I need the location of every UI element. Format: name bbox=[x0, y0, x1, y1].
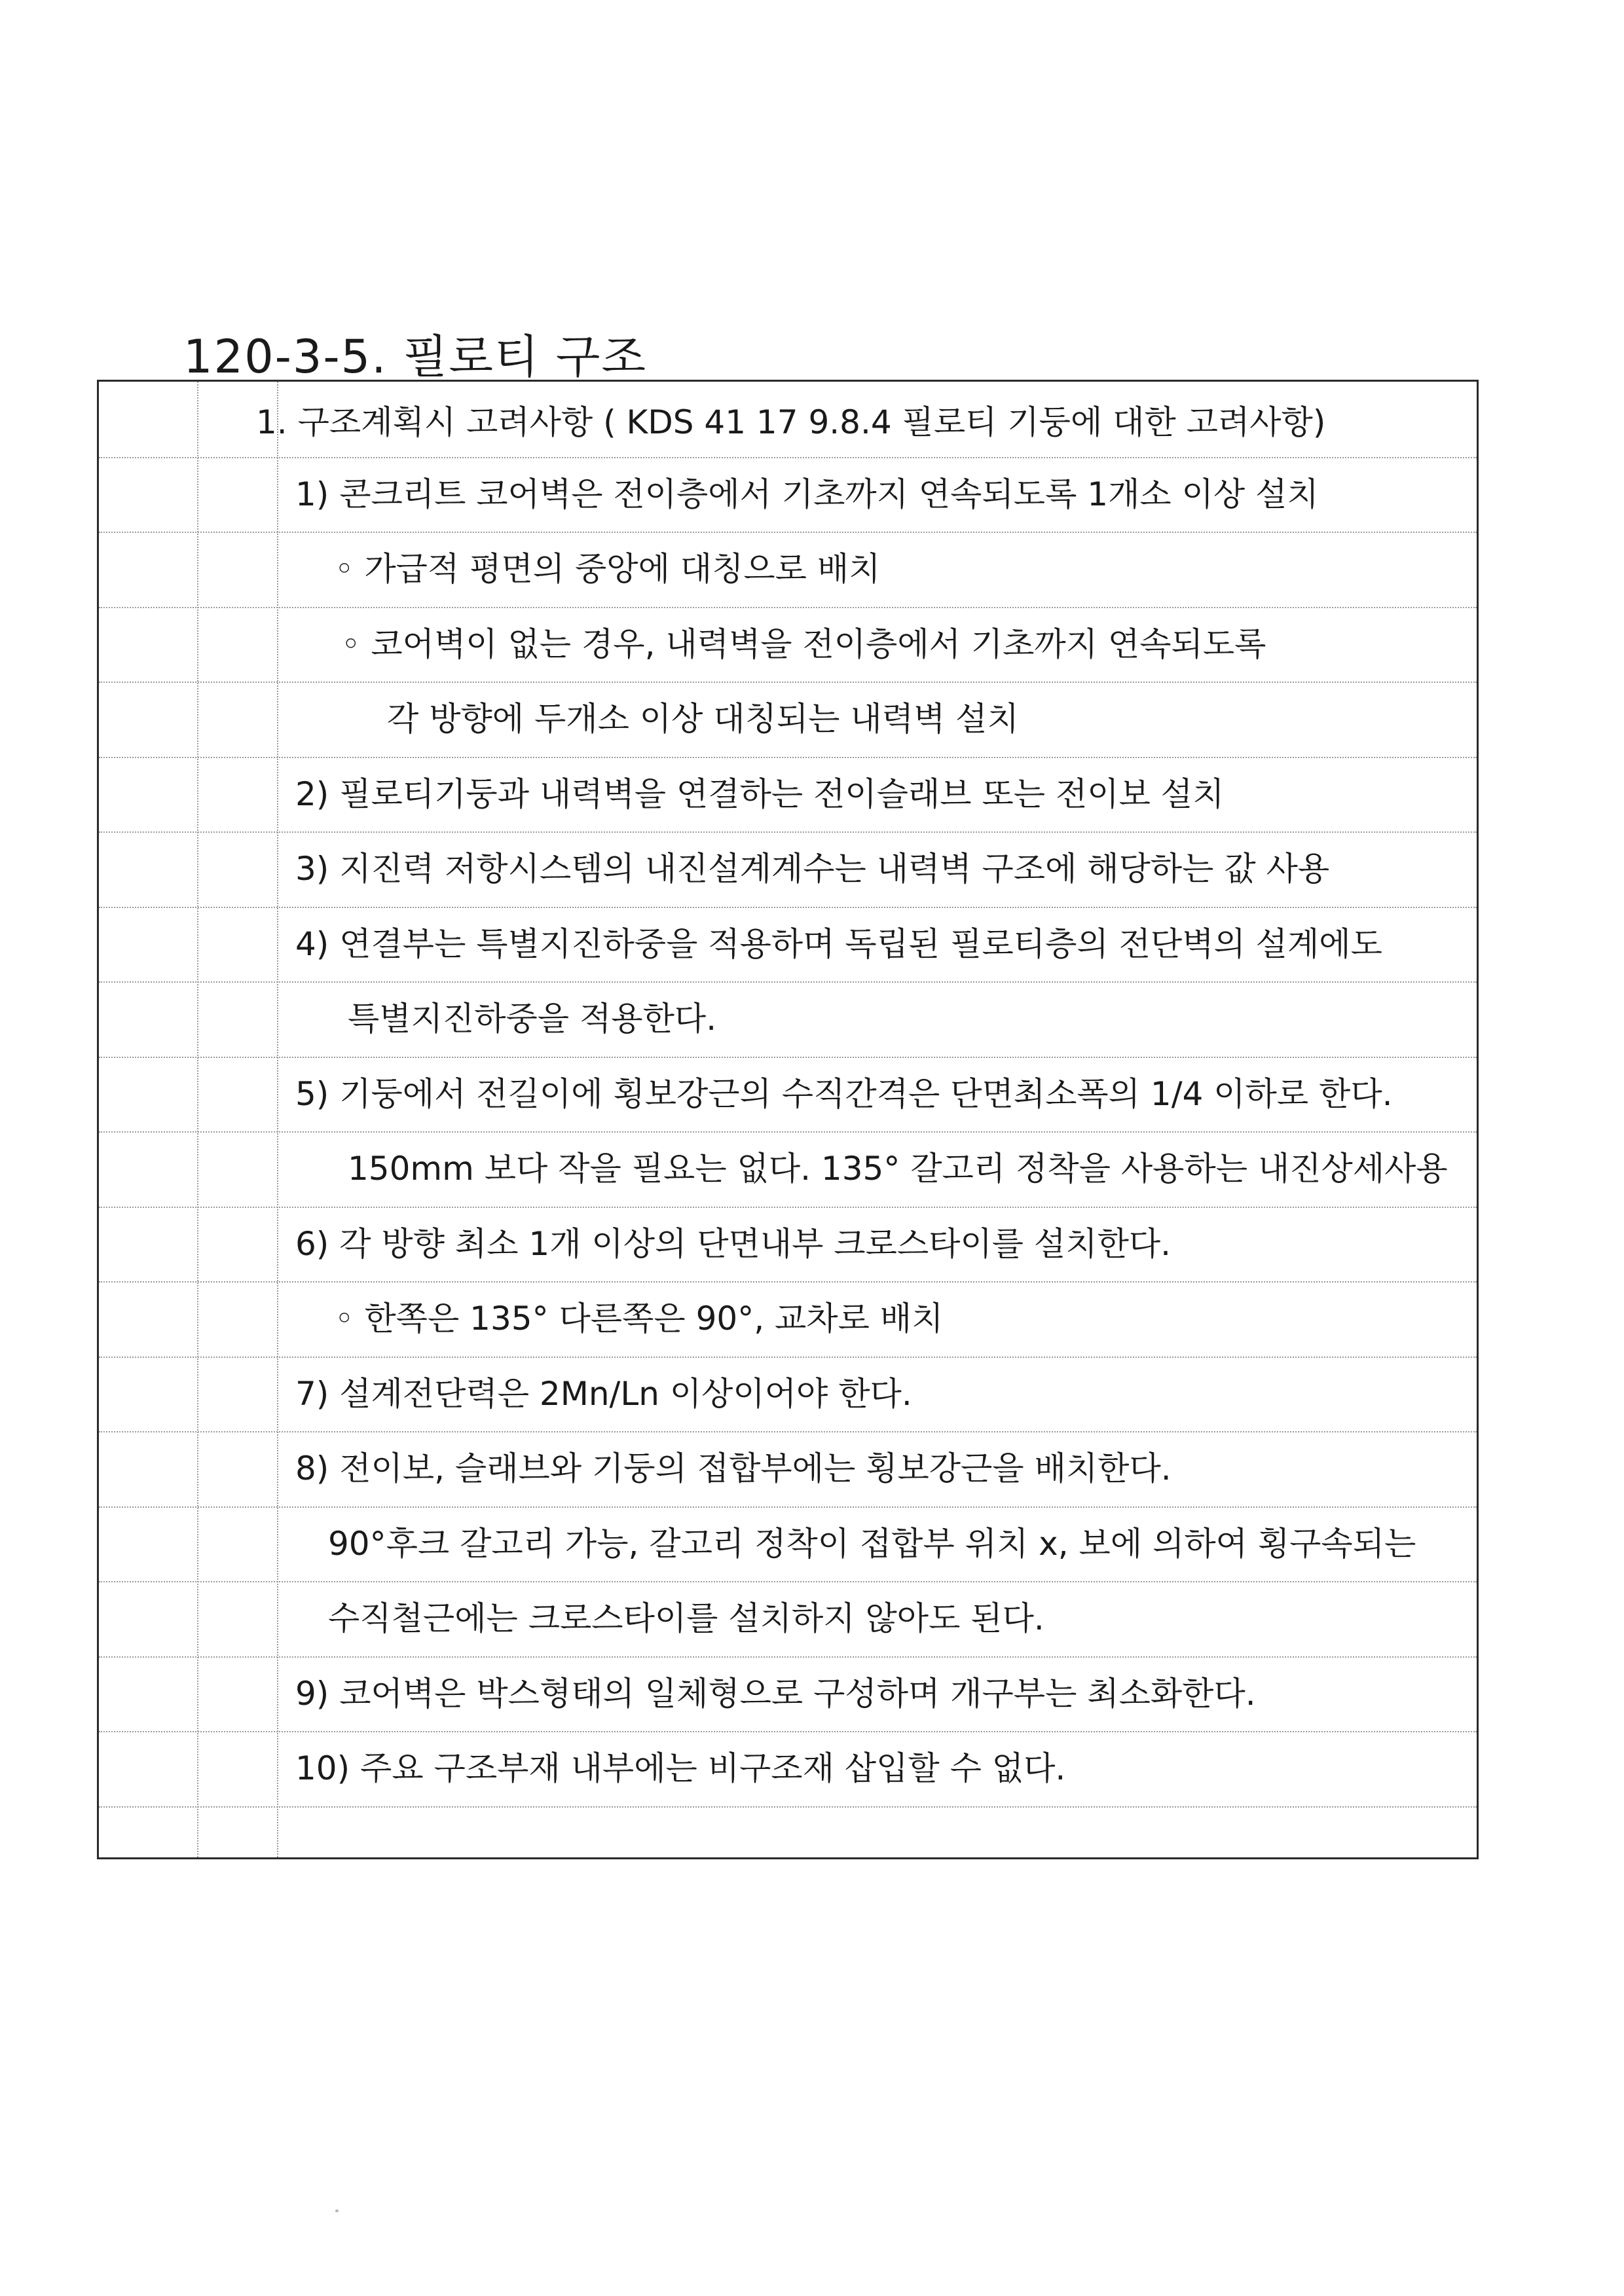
note-continuation: 수직철근에는 크로스타이를 설치하지 않아도 된다. bbox=[328, 1599, 1044, 1637]
note-item-8: 8) 전이보, 슬래브와 기둥의 접합부에는 횡보강근을 배치한다. bbox=[295, 1449, 1172, 1487]
section-heading: 1. 구조계획시 고려사항 ( KDS 41 17 9.8.4 필로티 기둥에 대한 고려사항) bbox=[256, 403, 1326, 441]
note-continuation: 특별지진하중을 적용한다. bbox=[348, 1000, 717, 1038]
note-item-2: 2) 필로티기둥과 내력벽을 연결하는 전이슬래브 또는 전이보 설치 bbox=[295, 775, 1225, 813]
note-item-7: 7) 설계전단력은 2Mn/Ln 이상이어야 한다. bbox=[295, 1375, 912, 1413]
note-bullet: ◦ 가급적 평면의 중앙에 대칭으로 배치 bbox=[335, 550, 881, 588]
note-bullet: ◦ 한쪽은 135° 다른쪽은 90°, 교차로 배치 bbox=[335, 1300, 944, 1338]
note-item-9: 9) 코어벽은 박스형태의 일체형으로 구성하며 개구부는 최소화한다. bbox=[295, 1675, 1256, 1713]
note-continuation: 150mm 보다 작을 필요는 없다. 135° 갈고리 정착을 사용하는 내진상세사용 bbox=[348, 1150, 1448, 1188]
note-item-3: 3) 지진력 저항시스템의 내진설계계수는 내력벽 구조에 해당하는 값 사용 bbox=[295, 850, 1330, 888]
scan-speck bbox=[335, 2210, 339, 2212]
note-item-4: 4) 연결부는 특별지진하중을 적용하며 독립된 필로티층의 전단벽의 설계에도 bbox=[295, 925, 1382, 963]
note-item-6: 6) 각 방향 최소 1개 이상의 단면내부 크로스타이를 설치한다. bbox=[295, 1225, 1172, 1263]
note-item-1: 1) 콘크리트 코어벽은 전이층에서 기초까지 연속되도록 1개소 이상 설치 bbox=[295, 475, 1319, 513]
note-continuation: 90°후크 갈고리 가능, 갈고리 정착이 접합부 위치 x, 보에 의하여 횡구속되는 bbox=[328, 1525, 1416, 1563]
note-item-5: 5) 기둥에서 전길이에 횡보강근의 수직간격은 단면최소폭의 1/4 이하로 한다. bbox=[295, 1075, 1393, 1113]
note-continuation: 각 방향에 두개소 이상 대칭되는 내력벽 설치 bbox=[387, 700, 1019, 738]
note-bullet: ◦ 코어벽이 없는 경우, 내력벽을 전이층에서 기초까지 연속되도록 bbox=[341, 625, 1266, 663]
ruled-sheet bbox=[97, 380, 1479, 1859]
note-item-10: 10) 주요 구조부재 내부에는 비구조재 삽입할 수 없다. bbox=[295, 1749, 1066, 1787]
handwritten-notes bbox=[99, 382, 1477, 1857]
page-title: 120-3-5. 필로티 구조 bbox=[183, 330, 648, 384]
